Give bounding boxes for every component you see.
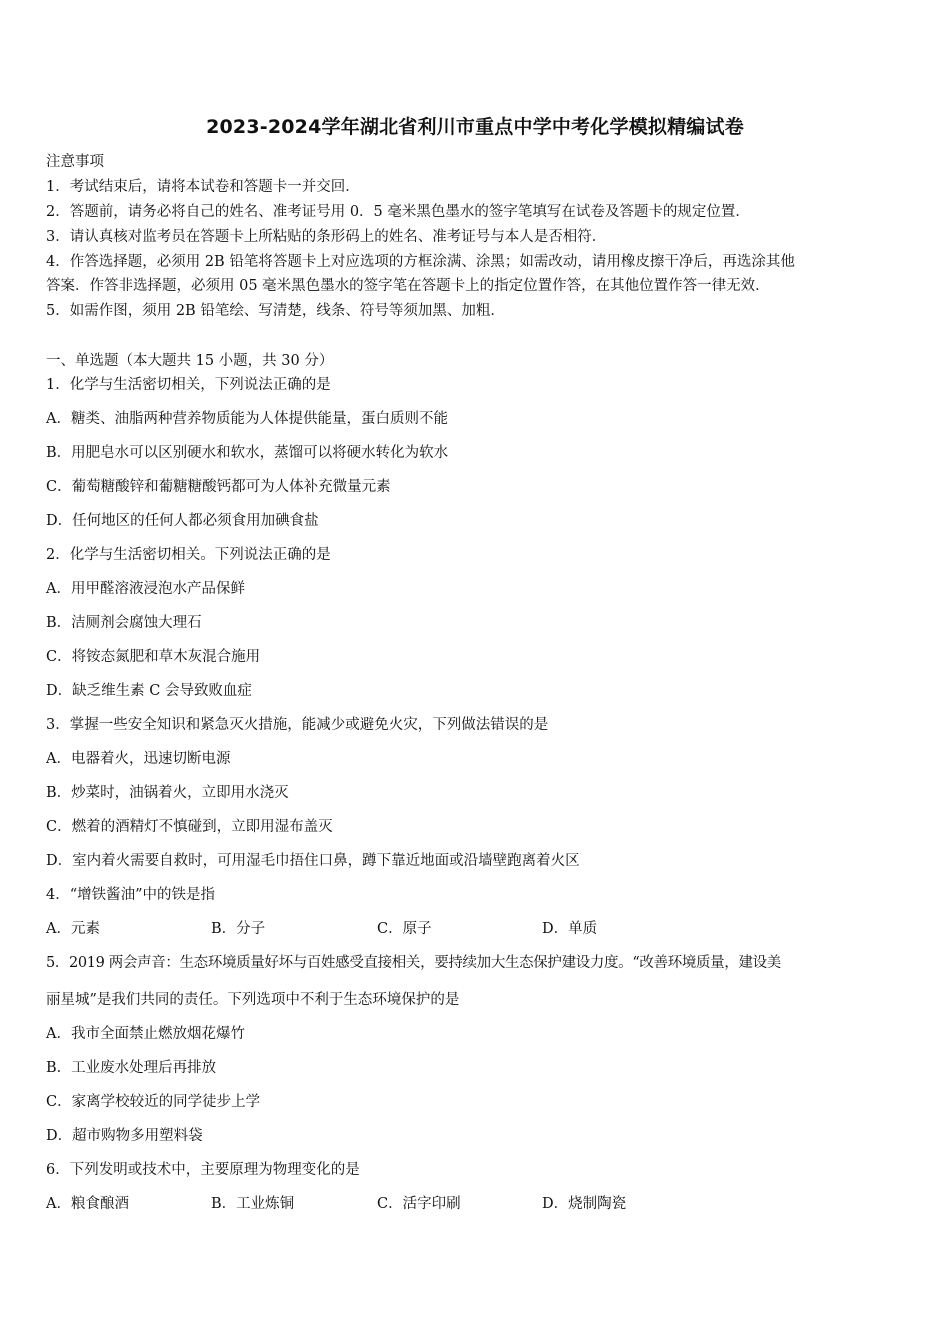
page-title: 2023-2024学年湖北省利川市重点中学中考化学模拟精编试卷: [206, 116, 744, 138]
question-4-options: [46, 919, 646, 939]
question-6-option-a: A．粮食酿酒: [46, 1196, 129, 1212]
question-6-option-d: D．烧制陶瓷: [542, 1196, 627, 1212]
question-2-option-a: A．用甲醛溶液浸泡水产品保鲜: [46, 581, 245, 597]
question-3-option-c: C．燃着的酒精灯不慎碰到，立即用湿布盖灭: [46, 819, 333, 835]
question-4-option-c: C．原子: [377, 921, 432, 937]
notice-item-4: 4．作答选择题，必须用 2B 铅笔将答题卡上对应选项的方框涂满、涂黑；如需改动，请用橡皮擦干净后，再选涂其他: [46, 254, 795, 270]
question-5-stem-line-1: 5．2019 两会声音：生态环境质量好坏与百姓感受直接相关，要持续加大生态保护建设力度。“改善环境质量，建设美: [46, 955, 781, 971]
question-5-option-b: B．工业废水处理后再排放: [46, 1060, 217, 1076]
question-2-stem: 2．化学与生活密切相关。下列说法正确的是: [46, 547, 331, 563]
question-3-option-d: D．室内着火需要自救时，可用湿毛巾捂住口鼻，蹲下靠近地面或沿墙壁跑离着火区: [46, 853, 580, 869]
question-5-option-a: A．我市全面禁止燃放烟花爆竹: [46, 1026, 245, 1042]
question-2-option-b: B．洁厕剂会腐蚀大理石: [46, 615, 202, 631]
question-5-stem-line-2: 丽星城”是我们共同的责任。下列选项中不利于生态环境保护的是: [46, 992, 460, 1008]
question-1-option-d: D．任何地区的任何人都必须食用加碘食盐: [46, 513, 319, 529]
question-2-option-d: D．缺乏维生素 C 会导致败血症: [46, 683, 252, 699]
notice-item-5: 5．如需作图，须用 2B 铅笔绘、写清楚，线条、符号等须加黑、加粗．: [46, 303, 505, 319]
notice-item-3: 3．请认真核对监考员在答题卡上所粘贴的条形码上的姓名、准考证号与本人是否相符．: [46, 229, 607, 245]
question-1-option-c: C．葡萄糖酸锌和葡糖糖酸钙都可为人体补充微量元素: [46, 479, 391, 495]
question-1-option-a: A．糖类、油脂两种营养物质能为人体提供能量，蛋白质则不能: [46, 411, 448, 427]
question-6-options: [46, 1194, 646, 1214]
notice-heading: 注意事项: [46, 154, 104, 170]
question-5-option-d: D．超市购物多用塑料袋: [46, 1128, 203, 1144]
notice-item-1: 1．考试结束后，请将本试卷和答题卡一并交回．: [46, 179, 360, 195]
question-1-option-b: B．用肥皂水可以区别硬水和软水，蒸馏可以将硬水转化为软水: [46, 445, 449, 461]
question-2-option-c: C．将铵态氮肥和草木灰混合施用: [46, 649, 261, 665]
question-5-option-c: C．家离学校较近的同学徒步上学: [46, 1094, 261, 1110]
question-4-stem: 4．“增铁酱油”中的铁是指: [46, 887, 216, 903]
question-3-option-a: A．电器着火，迅速切断电源: [46, 751, 231, 767]
question-4-option-a: A．元素: [46, 921, 100, 937]
question-3-stem: 3．掌握一些安全知识和紧急灭火措施，能减少或避免火灾，下列做法错误的是: [46, 717, 549, 733]
notice-item-2: 2．答题前，请务必将自己的姓名、准考证号用 0．5 毫米黑色墨水的签字笔填写在试卷及答题卡的规定位置．: [46, 204, 750, 220]
question-6-option-b: B．工业炼铜: [211, 1196, 295, 1212]
section-heading: 一、单选题（本大题共 15 小题，共 30 分）: [46, 353, 334, 369]
notice-item-4-cont: 答案．作答非选择题，必须用 05 毫米黑色墨水的签字笔在答题卡上的指定位置作答，在其他位置作答一律无效．: [46, 278, 770, 294]
question-6-stem: 6．下列发明或技术中，主要原理为物理变化的是: [46, 1162, 360, 1178]
question-1-stem: 1．化学与生活密切相关，下列说法正确的是: [46, 377, 331, 393]
question-4-option-b: B．分子: [211, 921, 266, 937]
question-6-option-c: C．活字印刷: [377, 1196, 461, 1212]
question-4-option-d: D．单质: [542, 921, 598, 937]
question-3-option-b: B．炒菜时，油锅着火，立即用水浇灭: [46, 785, 289, 801]
